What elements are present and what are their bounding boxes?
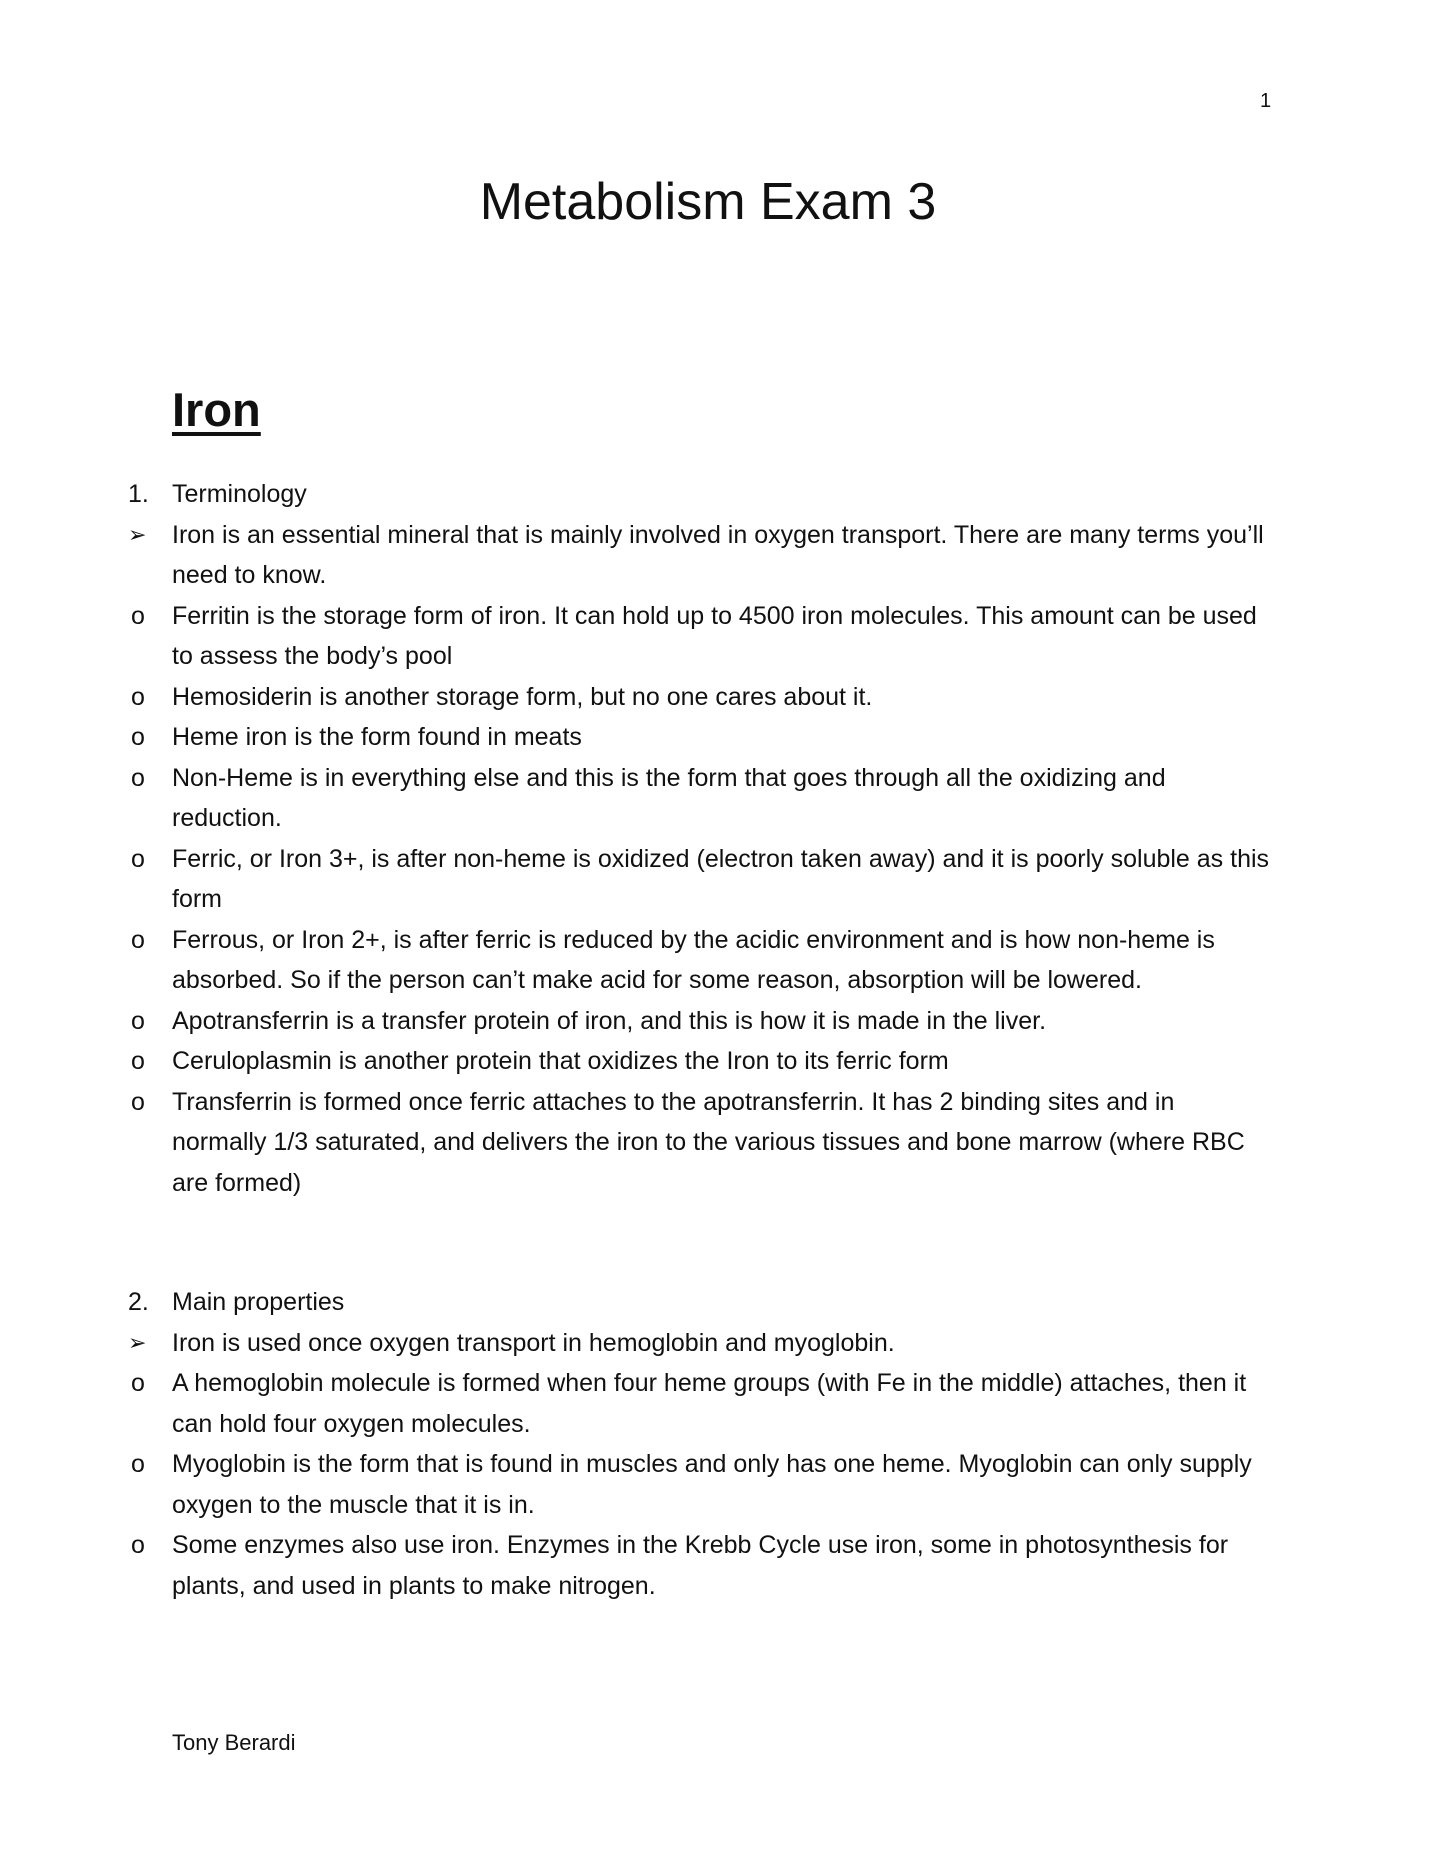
terminology-section <box>0 474 1456 1203</box>
circle-bullet-icon: o <box>131 1047 145 1075</box>
circle-bullet-icon: o <box>131 1369 145 1397</box>
list-number: 1. <box>128 480 149 508</box>
circle-bullet-icon: o <box>131 844 145 873</box>
list-item-text: Non-Heme is in everything else and this is the form that goes through all the oxidizing and reduction. <box>172 763 1166 832</box>
list-item <box>0 717 1272 758</box>
circle-bullet-icon: o <box>131 1450 145 1478</box>
list-item <box>0 677 1272 718</box>
arrow-item-text: Iron is an essential mineral that is mainly involved in oxygen transport. There are many terms you’ll need to know. <box>172 520 1264 589</box>
list-item-text: Ferrous, or Iron 2+, is after ferric is reduced by the acidic environment and is how non-heme is absorbed. So if the person can’t make acid for some reason, absorption will be lowered. <box>172 925 1215 994</box>
list-item-text: Heme iron is the form found in meats <box>172 723 582 751</box>
list-item <box>0 1082 1272 1204</box>
arrow-bullet-icon: ➢ <box>128 521 147 547</box>
circle-bullet-icon: o <box>131 601 145 630</box>
arrow-bullet-icon: ➢ <box>128 1329 147 1355</box>
list-item <box>0 1041 1272 1082</box>
circle-bullet-icon: o <box>131 1531 145 1559</box>
circle-bullet-icon: o <box>131 1087 145 1116</box>
circle-bullet-icon: o <box>131 763 145 792</box>
list-item-text: Some enzymes also use iron. Enzymes in the Krebb Cycle use iron, some in photosynthesis for plants, and used in plants to make nitrogen. <box>172 1531 1229 1600</box>
section-heading: Iron <box>172 383 261 436</box>
list-item-text: A hemoglobin molecule is formed when four heme groups (with Fe in the middle) attaches, then it can hold four oxygen molecules. <box>172 1369 1247 1438</box>
page-number: 1 <box>1260 90 1272 112</box>
list-item <box>0 839 1272 920</box>
list-item <box>0 596 1272 677</box>
numbered-heading-text: Terminology <box>172 480 307 508</box>
list-item-text: Myoglobin is the form that is found in muscles and only has one heme. Myoglobin can only supply oxygen to the muscle that it is in. <box>172 1450 1252 1519</box>
circle-bullet-icon: o <box>131 925 145 954</box>
list-item-text: Ferric, or Iron 3+, is after non-heme is oxidized (electron taken away) and it is poorly soluble as this form <box>172 844 1270 913</box>
arrow-item-text: Iron is used once oxygen transport in hemoglobin and myoglobin. <box>172 1328 895 1357</box>
arrow-item <box>0 515 1272 596</box>
list-number: 2. <box>128 1288 149 1316</box>
list-item-text: Apotransferrin is a transfer protein of iron, and this is how it is made in the liver. <box>172 1006 1047 1035</box>
list-item-text: Transferrin is formed once ferric attaches to the apotransferrin. It has 2 binding sites and in normally 1/3 saturated, and delivers the iron to the various tissues and bone marrow (where RBC are formed) <box>172 1087 1245 1197</box>
footer-author: Tony Berardi <box>172 1730 296 1755</box>
numbered-heading-text: Main properties <box>172 1288 345 1316</box>
circle-bullet-icon: o <box>131 682 145 711</box>
list-item <box>0 920 1272 1001</box>
arrow-item <box>0 1323 1272 1364</box>
list-item <box>0 1525 1272 1606</box>
numbered-heading <box>0 474 1272 515</box>
list-item-text: Ceruloplasmin is another protein that oxidizes the Iron to its ferric form <box>172 1047 949 1075</box>
circle-bullet-icon: o <box>131 1006 145 1035</box>
list-item <box>0 1444 1272 1525</box>
main-properties-section <box>0 1282 1456 1606</box>
numbered-heading <box>0 1282 1272 1323</box>
list-item <box>0 1363 1272 1444</box>
list-item-text: Hemosiderin is another storage form, but no one cares about it. <box>172 682 873 711</box>
list-item <box>0 758 1272 839</box>
circle-bullet-icon: o <box>131 723 145 751</box>
list-item <box>0 1001 1272 1042</box>
list-item-text: Ferritin is the storage form of iron. It can hold up to 4500 iron molecules. This amount can be used to assess the body’s pool <box>172 601 1257 670</box>
document-title: Metabolism Exam 3 <box>479 173 937 231</box>
